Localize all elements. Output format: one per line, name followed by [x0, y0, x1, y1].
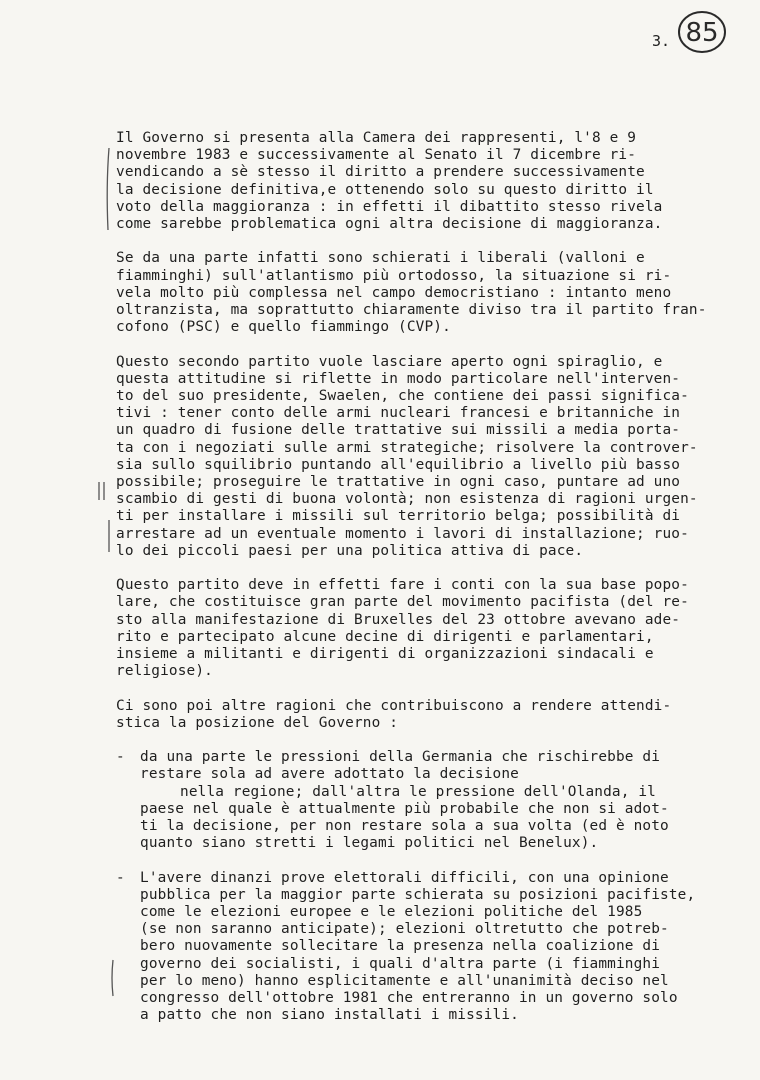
text-line: Il Governo si presenta alla Camera dei rappresenti, l'8 e 9	[116, 130, 637, 146]
text-line: per lo meno) hanno esplicitamente e all'unanimità deciso nel	[140, 972, 669, 989]
text-line: lo dei piccoli paesi per una politica attiva di pace.	[116, 542, 584, 559]
bullet-item	[116, 749, 728, 852]
text-line: sto alla manifestazione di Bruxelles del 23 ottobre avevano ade-	[116, 611, 681, 628]
text-line: a patto che non siano installati i missili.	[140, 1007, 519, 1024]
text-line: bero nuovamente sollecitare la presenza nella coalizione di	[140, 938, 661, 955]
text-line: voto della maggioranza : in effetti il dibattito stesso rivela	[116, 198, 663, 215]
text-line: lare, che costituisce gran parte del movimento pacifista (del re-	[116, 594, 689, 611]
bullet-item	[116, 870, 728, 1025]
text-line: Questo partito deve in effetti fare i conti con la sua base popo-	[116, 577, 689, 594]
text-line: restare sola ad avere adottato la decisione	[140, 766, 519, 783]
text-line: Ci sono poi altre ragioni che contribuiscono a rendere attendi-	[116, 697, 672, 714]
text-line: come le elezioni europee e le elezioni politiche del 1985	[140, 904, 643, 921]
bullet-dash: -	[116, 749, 125, 766]
paragraph	[116, 577, 728, 680]
text-line: questa attitudine si riflette in modo particolare nell'interven-	[116, 370, 681, 387]
text-line: insieme a militanti e dirigenti di organizzazioni sindacali e	[116, 646, 654, 663]
text-line: paese nel quale è attualmente più probabile che non si adot-	[140, 800, 669, 817]
text-line: vela molto più complessa nel campo democristiano : intanto meno	[116, 284, 672, 301]
margin-bracket-mark	[106, 518, 112, 554]
archive-stamp	[676, 8, 728, 56]
text-line: pubblica per la maggior parte schierata su posizioni pacifiste,	[140, 886, 696, 903]
text-line: un quadro di fusione delle trattative sui missili a media porta-	[116, 422, 681, 439]
text-line: oltranzista, ma soprattutto chiaramente diviso tra il partito fran-	[116, 302, 707, 319]
text-line: congresso dell'ottobre 1981 che entreranno in un governo solo	[140, 990, 678, 1007]
text-line: la decisione definitiva,e ottenendo solo su questo diritto il	[116, 181, 654, 198]
text-line: Questo secondo partito vuole lasciare aperto ogni spiraglio, e	[116, 353, 663, 370]
text-line: quanto siano stretti i legami politici nel Benelux).	[140, 835, 599, 852]
text-line: possibile; proseguire le trattative in ogni caso, puntare ad uno	[116, 474, 681, 491]
text-line: scambio di gesti di buona volontà; non esistenza di ragioni urgen-	[116, 491, 698, 508]
text-line: stica la posizione del Governo :	[116, 714, 399, 731]
margin-double-mark	[96, 480, 108, 502]
text-line: fiamminghi) sull'atlantismo più ortodosso, la situazione si ri-	[116, 267, 672, 284]
text-line: ti la decisione, per non restare sola a sua volta (ed è noto	[140, 818, 669, 835]
text-line: nella regione; dall'altra le pressione dell'Olanda, il	[180, 783, 656, 800]
text-line: novembre 1983 e successivamente al Senato il 7 dicembre ri-	[116, 147, 637, 164]
text-line: governo dei socialisti, i quali d'altra parte (i fiamminghi	[140, 955, 661, 972]
text-line: da una parte le pressioni della Germania che rischirebbe di	[140, 749, 661, 766]
text-line: vendicando a sè stesso il diritto a prendere successivamente	[116, 164, 645, 181]
text-line: L'avere dinanzi prove elettorali difficili, con una opinione	[140, 869, 669, 886]
bullet-dash: -	[116, 869, 125, 886]
paragraph	[116, 698, 728, 732]
text-line: Se da una parte infatti sono schierati i liberali (valloni e	[116, 250, 645, 267]
text-line: rito e partecipato alcune decine di dirigenti e parlamentari,	[116, 628, 654, 645]
text-line: religiose).	[116, 663, 213, 680]
text-line: tivi : tener conto delle armi nucleari francesi e britanniche in	[116, 405, 681, 422]
document-body	[116, 130, 728, 1042]
stamp-number: 85	[685, 18, 719, 48]
paragraph	[116, 250, 728, 336]
margin-bracket-mark	[104, 146, 112, 232]
paragraph	[116, 354, 728, 560]
text-line: to del suo presidente, Swaelen, che contiene dei passi significa-	[116, 388, 689, 405]
text-line: ti per installare i missili sul territorio belga; possibilità di	[116, 508, 681, 525]
text-line: cofono (PSC) e quello fiammingo (CVP).	[116, 319, 451, 336]
text-line: arrestare ad un eventuale momento i lavori di installazione; ruo-	[116, 525, 689, 542]
text-line: come sarebbe problematica ogni altra decisione di maggioranza.	[116, 216, 663, 233]
paragraph	[116, 130, 728, 233]
text-line: ta con i negoziati sulle armi strategiche; risolvere la controver-	[116, 439, 698, 456]
circled-number-stamp-icon	[676, 8, 728, 56]
text-line: (se non saranno anticipate); elezioni oltretutto che potreb-	[140, 921, 669, 938]
page-number: 3.	[652, 32, 671, 50]
text-line: sia sullo squilibrio puntando all'equilibrio a livello più basso	[116, 456, 681, 473]
